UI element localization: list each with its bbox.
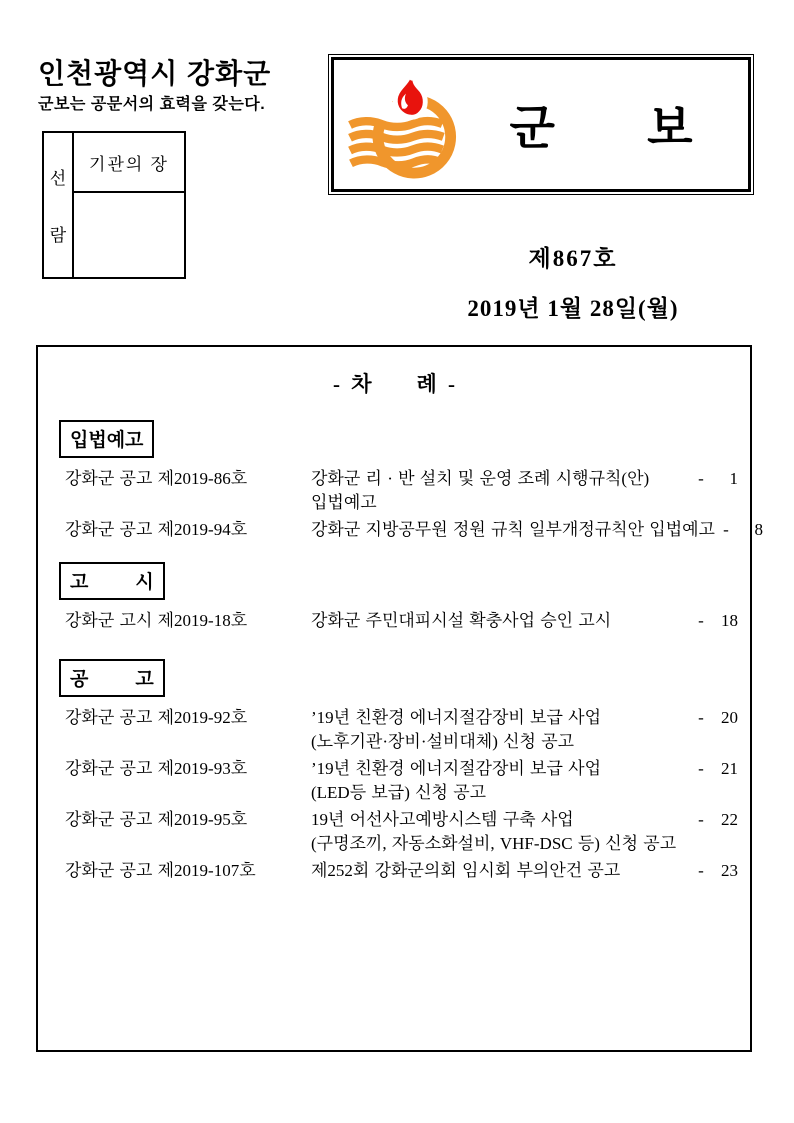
entry-doc-no: 강화군 공고 제2019-93호 (65, 759, 248, 778)
county-emblem-svg (346, 70, 464, 180)
section-label-announcement: 공 고 (59, 659, 165, 697)
entry-doc-no: 강화군 공고 제2019-92호 (65, 708, 248, 727)
section-label-notice: 고 시 (59, 562, 165, 600)
entry-title-continued: (LED등 보급) 신청 공고 (311, 783, 487, 802)
entry-title: 강화군 리 · 반 설치 및 운영 조례 시행규칙(안) (311, 469, 650, 488)
entry-title-continued: (구명조끼, 자동소화설비, VHF-DSC 등) 신청 공고 (311, 834, 677, 853)
entry-doc-no: 강화군 공고 제2019-94호 (65, 520, 248, 539)
toc-section-legislative-notice (38, 420, 763, 542)
page-dash: - (698, 469, 704, 488)
issue-number: 제867호 (528, 246, 618, 271)
page-dash: - (698, 810, 704, 829)
approval-stamp-table (42, 131, 186, 279)
gazette-slogan: 군보는 공문서의 효력을 갖는다. (38, 96, 266, 113)
approval-side-char-bottom: 람 (49, 225, 67, 245)
approval-side-label (44, 133, 74, 277)
entry-title-continued: (노후기관·장비·설비대체) 신청 공고 (311, 732, 575, 751)
page-dash: - (698, 708, 704, 727)
agency-head-cell: 기관의 장 (74, 133, 184, 193)
region-title: 인천광역시 강화군 (38, 58, 272, 89)
toc-entry (38, 467, 750, 515)
page-dash: - (723, 520, 729, 539)
entry-title: 19년 어선사고예방시스템 구축 사업 (311, 810, 574, 829)
county-emblem-logo (346, 70, 464, 180)
entry-page-number: 18 (721, 611, 738, 630)
toc-entry (38, 706, 750, 754)
toc-entry (38, 518, 763, 542)
page-dash: - (698, 611, 704, 630)
gazette-header-box (328, 54, 754, 195)
section-label-legislative-notice: 입법예고 (59, 420, 154, 458)
entry-doc-no: 강화군 공고 제2019-107호 (65, 861, 256, 880)
toc-box (36, 345, 763, 1052)
toc-section-announcement (38, 659, 750, 883)
entry-page-number: 1 (729, 469, 738, 488)
gazette-title: 군 보 (509, 101, 695, 154)
entry-title: 강화군 지방공무원 정원 규칙 일부개정규칙안 입법예고 (311, 520, 715, 539)
issue-block (357, 240, 789, 323)
entry-doc-no: 강화군 공고 제2019-86호 (65, 469, 248, 488)
toc-entry (38, 609, 750, 633)
stamp-blank-cell (74, 193, 184, 277)
entry-doc-no: 강화군 공고 제2019-95호 (65, 810, 248, 829)
toc-entry (38, 808, 750, 856)
toc-section-notice (38, 562, 750, 633)
entry-title: ’19년 친환경 에너지절감장비 보급 사업 (311, 759, 601, 778)
page-dash: - (698, 861, 704, 880)
entry-title: 강화군 주민대피시설 확충사업 승인 고시 (311, 611, 612, 630)
approval-right-column (74, 133, 184, 277)
toc-title: - 차 례 - (332, 372, 456, 396)
entry-page-number: 22 (721, 810, 738, 829)
entry-doc-no: 강화군 고시 제2019-18호 (65, 611, 248, 630)
entry-title-continued: 입법예고 (311, 493, 377, 512)
entry-page-number: 21 (721, 759, 738, 778)
gazette-header-inner (331, 57, 751, 192)
page-dash: - (698, 759, 704, 778)
approval-side-char-top: 선 (49, 169, 67, 189)
toc-entry (38, 757, 750, 805)
entry-title: 제252회 강화군의회 임시회 부의안건 공고 (311, 861, 621, 880)
entry-page-number: 23 (721, 861, 738, 880)
issue-date: 2019년 1월 28일(월) (467, 296, 679, 321)
flame-icon (395, 70, 425, 116)
entry-page-number: 8 (754, 520, 763, 539)
entry-page-number: 20 (721, 708, 738, 727)
waves-icon (350, 121, 443, 165)
entry-title: ’19년 친환경 에너지절감장비 보급 사업 (311, 708, 601, 727)
toc-entry (38, 859, 750, 883)
